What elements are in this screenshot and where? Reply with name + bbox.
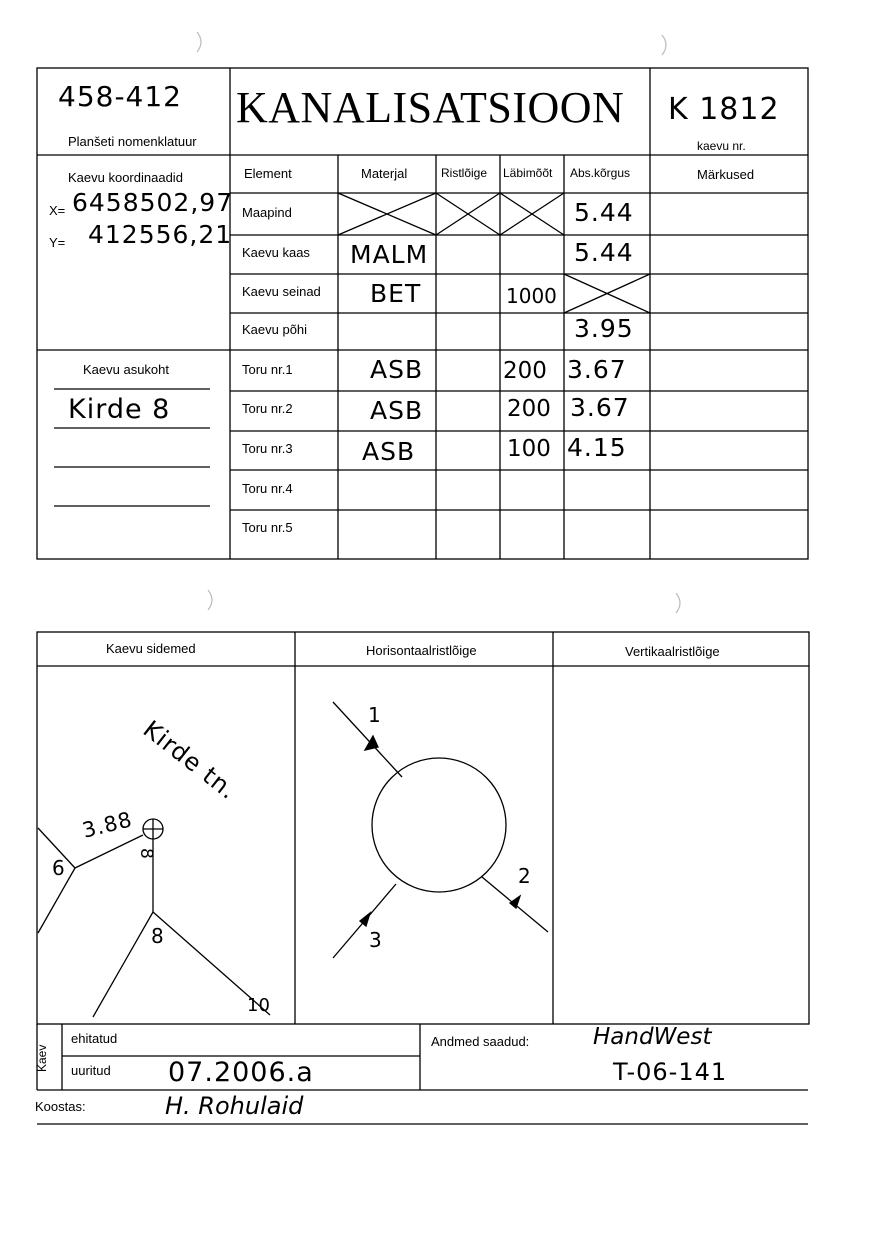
col-notes: Märkused <box>697 167 755 182</box>
built-label: ehitatud <box>71 1031 118 1046</box>
sheet-label: Planšeti nomenklatuur <box>68 134 197 149</box>
compiled-label: Koostas: <box>35 1099 86 1114</box>
col-height: Abs.kõrgus <box>570 166 631 180</box>
x-prefix: X= <box>49 203 66 218</box>
row-element: Kaevu seinad <box>242 284 321 299</box>
data-source-label: Andmed saadud: <box>431 1034 530 1049</box>
dist-top: 3.88 <box>79 807 135 843</box>
row-height: 3.95 <box>574 314 634 343</box>
row-material: MALM <box>350 240 429 269</box>
coords-label: Kaevu koordinaadid <box>68 170 183 185</box>
label-down: 8 <box>151 924 165 948</box>
panel-horizontal-label: Horisontaalristlõige <box>366 643 477 658</box>
y-prefix: Y= <box>49 235 66 250</box>
row-height: 4.15 <box>567 433 627 462</box>
y-value: 412556,21 <box>88 220 233 249</box>
dist-mid: 8 <box>136 848 156 859</box>
street-label: Kirde tn. <box>137 715 243 806</box>
kaev-label: Kaev <box>35 1044 49 1072</box>
col-cross: Ristlõige <box>441 166 488 180</box>
row-element: Toru nr.1 <box>242 362 293 377</box>
page-title: KANALISATSIOON <box>236 83 625 132</box>
compiled-value: H. Rohulaid <box>165 1092 304 1120</box>
pipe1-label: 1 <box>368 703 382 727</box>
row-element: Kaevu kaas <box>242 245 310 260</box>
row-height: 3.67 <box>570 393 630 422</box>
row-height: 3.67 <box>567 355 627 384</box>
horizontal-sketch <box>333 702 548 958</box>
data-source-company: HandWest <box>593 1024 712 1050</box>
row-height: 5.44 <box>574 198 634 227</box>
pipe3-label: 3 <box>369 928 383 952</box>
row-material: ASB <box>362 437 416 466</box>
panel-links-label: Kaevu sidemed <box>106 641 196 656</box>
row-diameter: 100 <box>507 436 551 462</box>
row-element: Toru nr.3 <box>242 441 293 456</box>
sheet-number: 458-412 <box>58 80 182 113</box>
row-element: Toru nr.2 <box>242 401 293 416</box>
col-diameter: Läbimõõt <box>503 166 553 180</box>
row-diameter: 200 <box>503 358 547 384</box>
row-diameter: 200 <box>507 396 551 422</box>
surveyed-value: 07.2006.a <box>168 1057 314 1088</box>
location-value: Kirde 8 <box>68 394 171 425</box>
row-material: ASB <box>370 396 424 425</box>
col-element: Element <box>244 166 292 181</box>
pipe2-label: 2 <box>518 864 532 888</box>
row-diameter: 1000 <box>506 284 557 308</box>
well-number: K 1812 <box>668 92 780 127</box>
row-material: BET <box>370 279 422 308</box>
well-label: kaevu nr. <box>697 139 746 153</box>
col-material: Materjal <box>361 166 408 181</box>
row-element: Toru nr.4 <box>242 481 293 496</box>
location-label: Kaevu asukoht <box>83 362 170 377</box>
row-height: 5.44 <box>574 238 634 267</box>
row-element: Kaevu põhi <box>242 322 308 337</box>
x-value: 6458502,97 <box>72 188 234 217</box>
label-side: 6 <box>52 856 66 880</box>
panel-vertical-label: Vertikaalristlõige <box>625 644 720 659</box>
row-material: ASB <box>370 355 424 384</box>
row-element: Toru nr.5 <box>242 520 293 535</box>
row-element: Maapind <box>242 205 292 220</box>
label-corner: 10 <box>247 995 270 1016</box>
data-source-ref: T-06-141 <box>613 1058 728 1086</box>
surveyed-label: uuritud <box>71 1063 111 1078</box>
